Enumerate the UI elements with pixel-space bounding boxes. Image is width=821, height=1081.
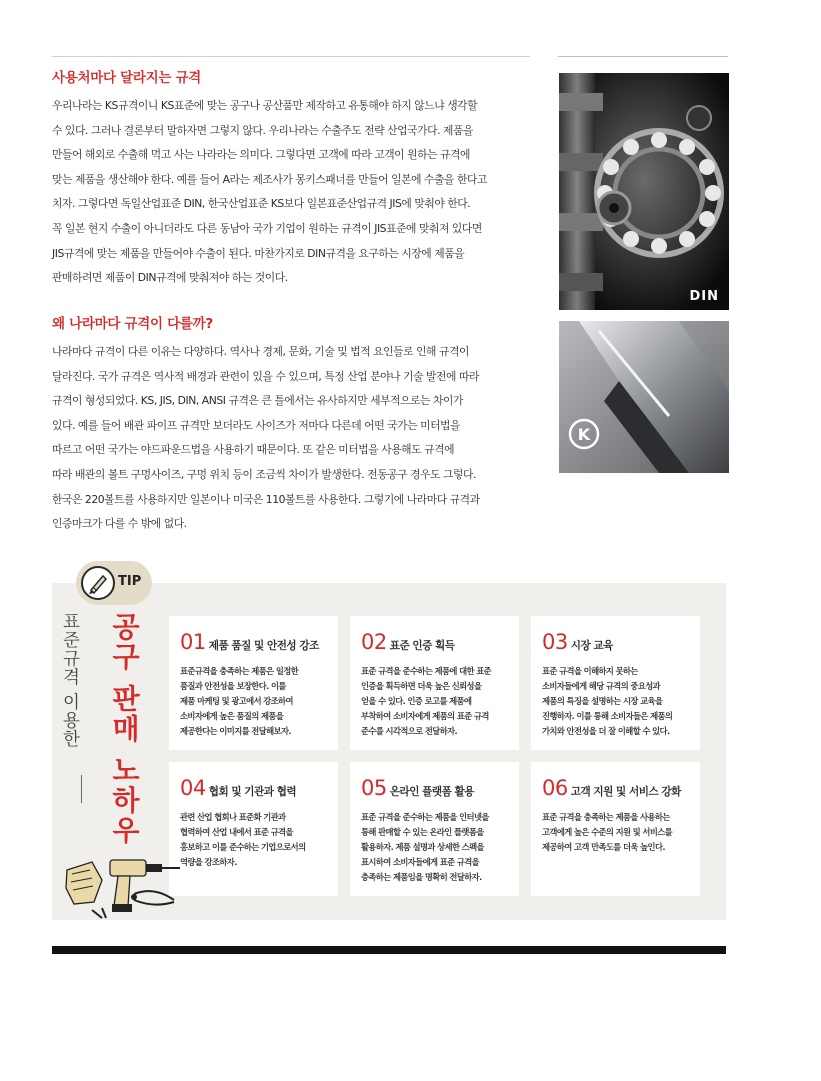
card-line: 부착하여 소비자에게 제품의 표준 규격 <box>361 711 489 721</box>
card-line: 고객에게 높은 수준의 지원 및 서비스를 <box>542 827 673 837</box>
paragraph-line: 만들어 해외로 수출해 먹고 사는 나라라는 의미다. 그렇다면 고객에 따라 고객이 원하는 규격에 <box>52 148 470 162</box>
paragraph-line: 판매하려면 제품이 DIN규격에 맞춰져야 하는 것이다. <box>52 271 288 285</box>
ks-mark-icon <box>567 417 601 451</box>
card-number: 01 <box>180 630 206 654</box>
section-heading: 사용처마다 달라지는 규격 <box>52 70 201 86</box>
card-line: 역량을 강조하자. <box>180 857 237 867</box>
top-divider <box>52 56 530 57</box>
card-line: 소비자에게 높은 품질의 제품을 <box>180 711 284 721</box>
tip-label: TIP <box>118 574 142 589</box>
card-line: 진행하자. 이를 통해 소비자들은 제품의 <box>542 711 673 721</box>
paragraph-line: 있다. 예를 들어 배관 파이프 규격만 보더라도 사이즈가 저마다 다른데 어떤 국가는 미터법을 <box>52 418 461 432</box>
card-line: 제품의 특징을 설명하는 시장 교육을 <box>542 696 663 706</box>
card-line: 표준 규격을 준수하는 제품에 대한 표준 <box>361 666 492 676</box>
tip-subtitle: 표준규격 이용한 <box>60 612 80 749</box>
card-number: 05 <box>361 776 387 800</box>
paragraph-line: 맞는 제품을 생산해야 한다. 예를 들어 A라는 제조사가 몽키스패너를 만들어 일본에 수출을 한다고 <box>52 172 487 186</box>
card-title: 온라인 플랫폼 활용 <box>389 786 474 798</box>
card-title: 협회 및 기관과 협력 <box>208 786 297 798</box>
tip-card <box>350 762 519 896</box>
card-line: 소비자들에게 해당 규격의 중요성과 <box>542 681 661 691</box>
card-title: 시장 교육 <box>570 640 613 652</box>
card-number: 06 <box>542 776 568 800</box>
card-line: 준수를 시각적으로 전달하자. <box>361 726 458 736</box>
card-line: 표준 규격을 충족하는 제품을 사용하는 <box>542 812 670 822</box>
paragraph-line: 따라 배관의 볼트 구멍사이즈, 구멍 위치 등이 조금씩 차이가 발생한다. 전동공구 경우도 그렇다. <box>52 467 476 481</box>
pen-nib-icon <box>81 566 115 600</box>
tip-card <box>531 616 700 750</box>
section-varying-standards <box>52 66 532 291</box>
tip-card <box>531 762 700 896</box>
paragraph-line: 한국은 220볼트를 사용하지만 일본이나 미국은 110볼트를 사용한다. 그렇기에 나라마다 규격과 <box>52 492 480 506</box>
card-line: 홍보하고 이를 준수하는 기업으로서의 <box>180 842 306 852</box>
pliers-icon <box>131 891 174 904</box>
card-title: 표준 인증 획득 <box>389 640 455 652</box>
card-title: 고객 지원 및 서비스 강화 <box>570 786 681 798</box>
card-number: 04 <box>180 776 206 800</box>
paragraph-line: 꼭 일본 현지 수출이 아니더라도 다른 동남아 국가 기업이 원하는 규격이 JIS표준에 맞춰져 있다면 <box>52 221 482 235</box>
ks-mark-letter: K <box>577 425 591 444</box>
paragraph-line: 우리나라는 KS규격이니 KS표준에 맞는 공구나 공산품만 제작하고 유통해야 하지 않느냐 생각할 <box>52 99 478 112</box>
paragraph-line: 치자. 그렇다면 독일산업표준 DIN, 한국산업표준 KS보다 일본표준산업규격 JIS에 맞춰야 한다. <box>52 197 471 211</box>
card-number: 03 <box>542 630 568 654</box>
card-line: 제품 마케팅 및 광고에서 강조하여 <box>180 696 293 706</box>
sidebar-divider <box>558 56 728 57</box>
card-line: 관련 산업 협회나 표준화 기관과 <box>180 812 286 822</box>
card-line: 협력하여 산업 내에서 표준 규격을 <box>180 827 293 837</box>
drill-bit-photo <box>559 321 729 473</box>
card-line: 표준규격을 충족하는 제품은 일정한 <box>180 666 299 676</box>
bearing-photo <box>559 73 729 310</box>
section-why-different <box>52 312 532 537</box>
tip-card <box>169 762 338 896</box>
card-line: 표시하여 소비자들에게 표준 규격을 <box>361 857 480 867</box>
card-line: 활용하자. 제품 설명과 상세한 스펙을 <box>361 842 484 852</box>
paragraph-line: 인증마크가 다를 수 밖에 없다. <box>52 517 187 531</box>
bearing-illustration <box>559 73 729 310</box>
card-title: 제품 품질 및 안전성 강조 <box>208 640 319 652</box>
card-line: 품질과 안전성을 보장한다. 이를 <box>180 681 286 691</box>
card-line: 얻을 수 있다. 인증 로고를 제품에 <box>361 696 472 706</box>
card-line: 인증을 획득하면 더욱 높은 신뢰성을 <box>361 681 482 691</box>
card-line: 가치와 안전성을 더 잘 이해할 수 있다. <box>542 726 670 736</box>
card-line: 표준 규격을 이해하지 못하는 <box>542 666 638 676</box>
tip-card <box>350 616 519 750</box>
screws-icon <box>92 908 106 918</box>
card-line: 제공한다는 이미지를 전달해보자. <box>180 726 291 736</box>
tools-illustration <box>62 840 182 920</box>
paragraph-line: 달라진다. 국가 규격은 역사적 배경과 관련이 있을 수 있으며, 특정 산업 분야나 기술 발전에 따라 <box>52 369 479 383</box>
paragraph-line: 수 있다. 그러나 결론부터 말하자면 그렇지 않다. 우리나라는 수출주도 전략 산업국가다. 제품을 <box>52 123 473 137</box>
section-heading: 왜 나라마다 규격이 다를까? <box>52 316 213 332</box>
card-line: 표준 규격을 준수하는 제품을 인터넷을 <box>361 812 489 822</box>
subtitle-dash <box>81 775 82 803</box>
footer-bar <box>52 946 726 954</box>
glove-icon <box>66 862 102 904</box>
paragraph-line: JIS규격에 맞는 제품을 만들어야 수출이 된다. 마찬가지로 DIN규격을 요구하는 시장에 제품을 <box>52 246 465 260</box>
din-label: DIN <box>689 289 719 304</box>
tip-title: 공구 판매 노하우 <box>108 612 141 846</box>
card-number: 02 <box>361 630 387 654</box>
paragraph-line: 나라마다 규격이 다른 이유는 다양하다. 역사나 경제, 문화, 기술 및 법적 요인들로 인해 규격이 <box>52 345 469 358</box>
paragraph-line: 규격이 형성되었다. KS, JIS, DIN, ANSI 규격은 큰 틀에서는 유사하지만 세부적으로는 차이가 <box>52 394 463 408</box>
card-line: 통해 판매할 수 있는 온라인 플랫폼을 <box>361 827 484 837</box>
card-line: 제공하여 고객 만족도를 더욱 높인다. <box>542 842 665 852</box>
paragraph-line: 따르고 어떤 국가는 야드파운드법을 사용하기 때문이다. 또 같은 미터법을 사용해도 규격에 <box>52 443 455 457</box>
card-line: 충족하는 제품임을 명확히 전달하자. <box>361 872 482 882</box>
tip-card <box>169 616 338 750</box>
